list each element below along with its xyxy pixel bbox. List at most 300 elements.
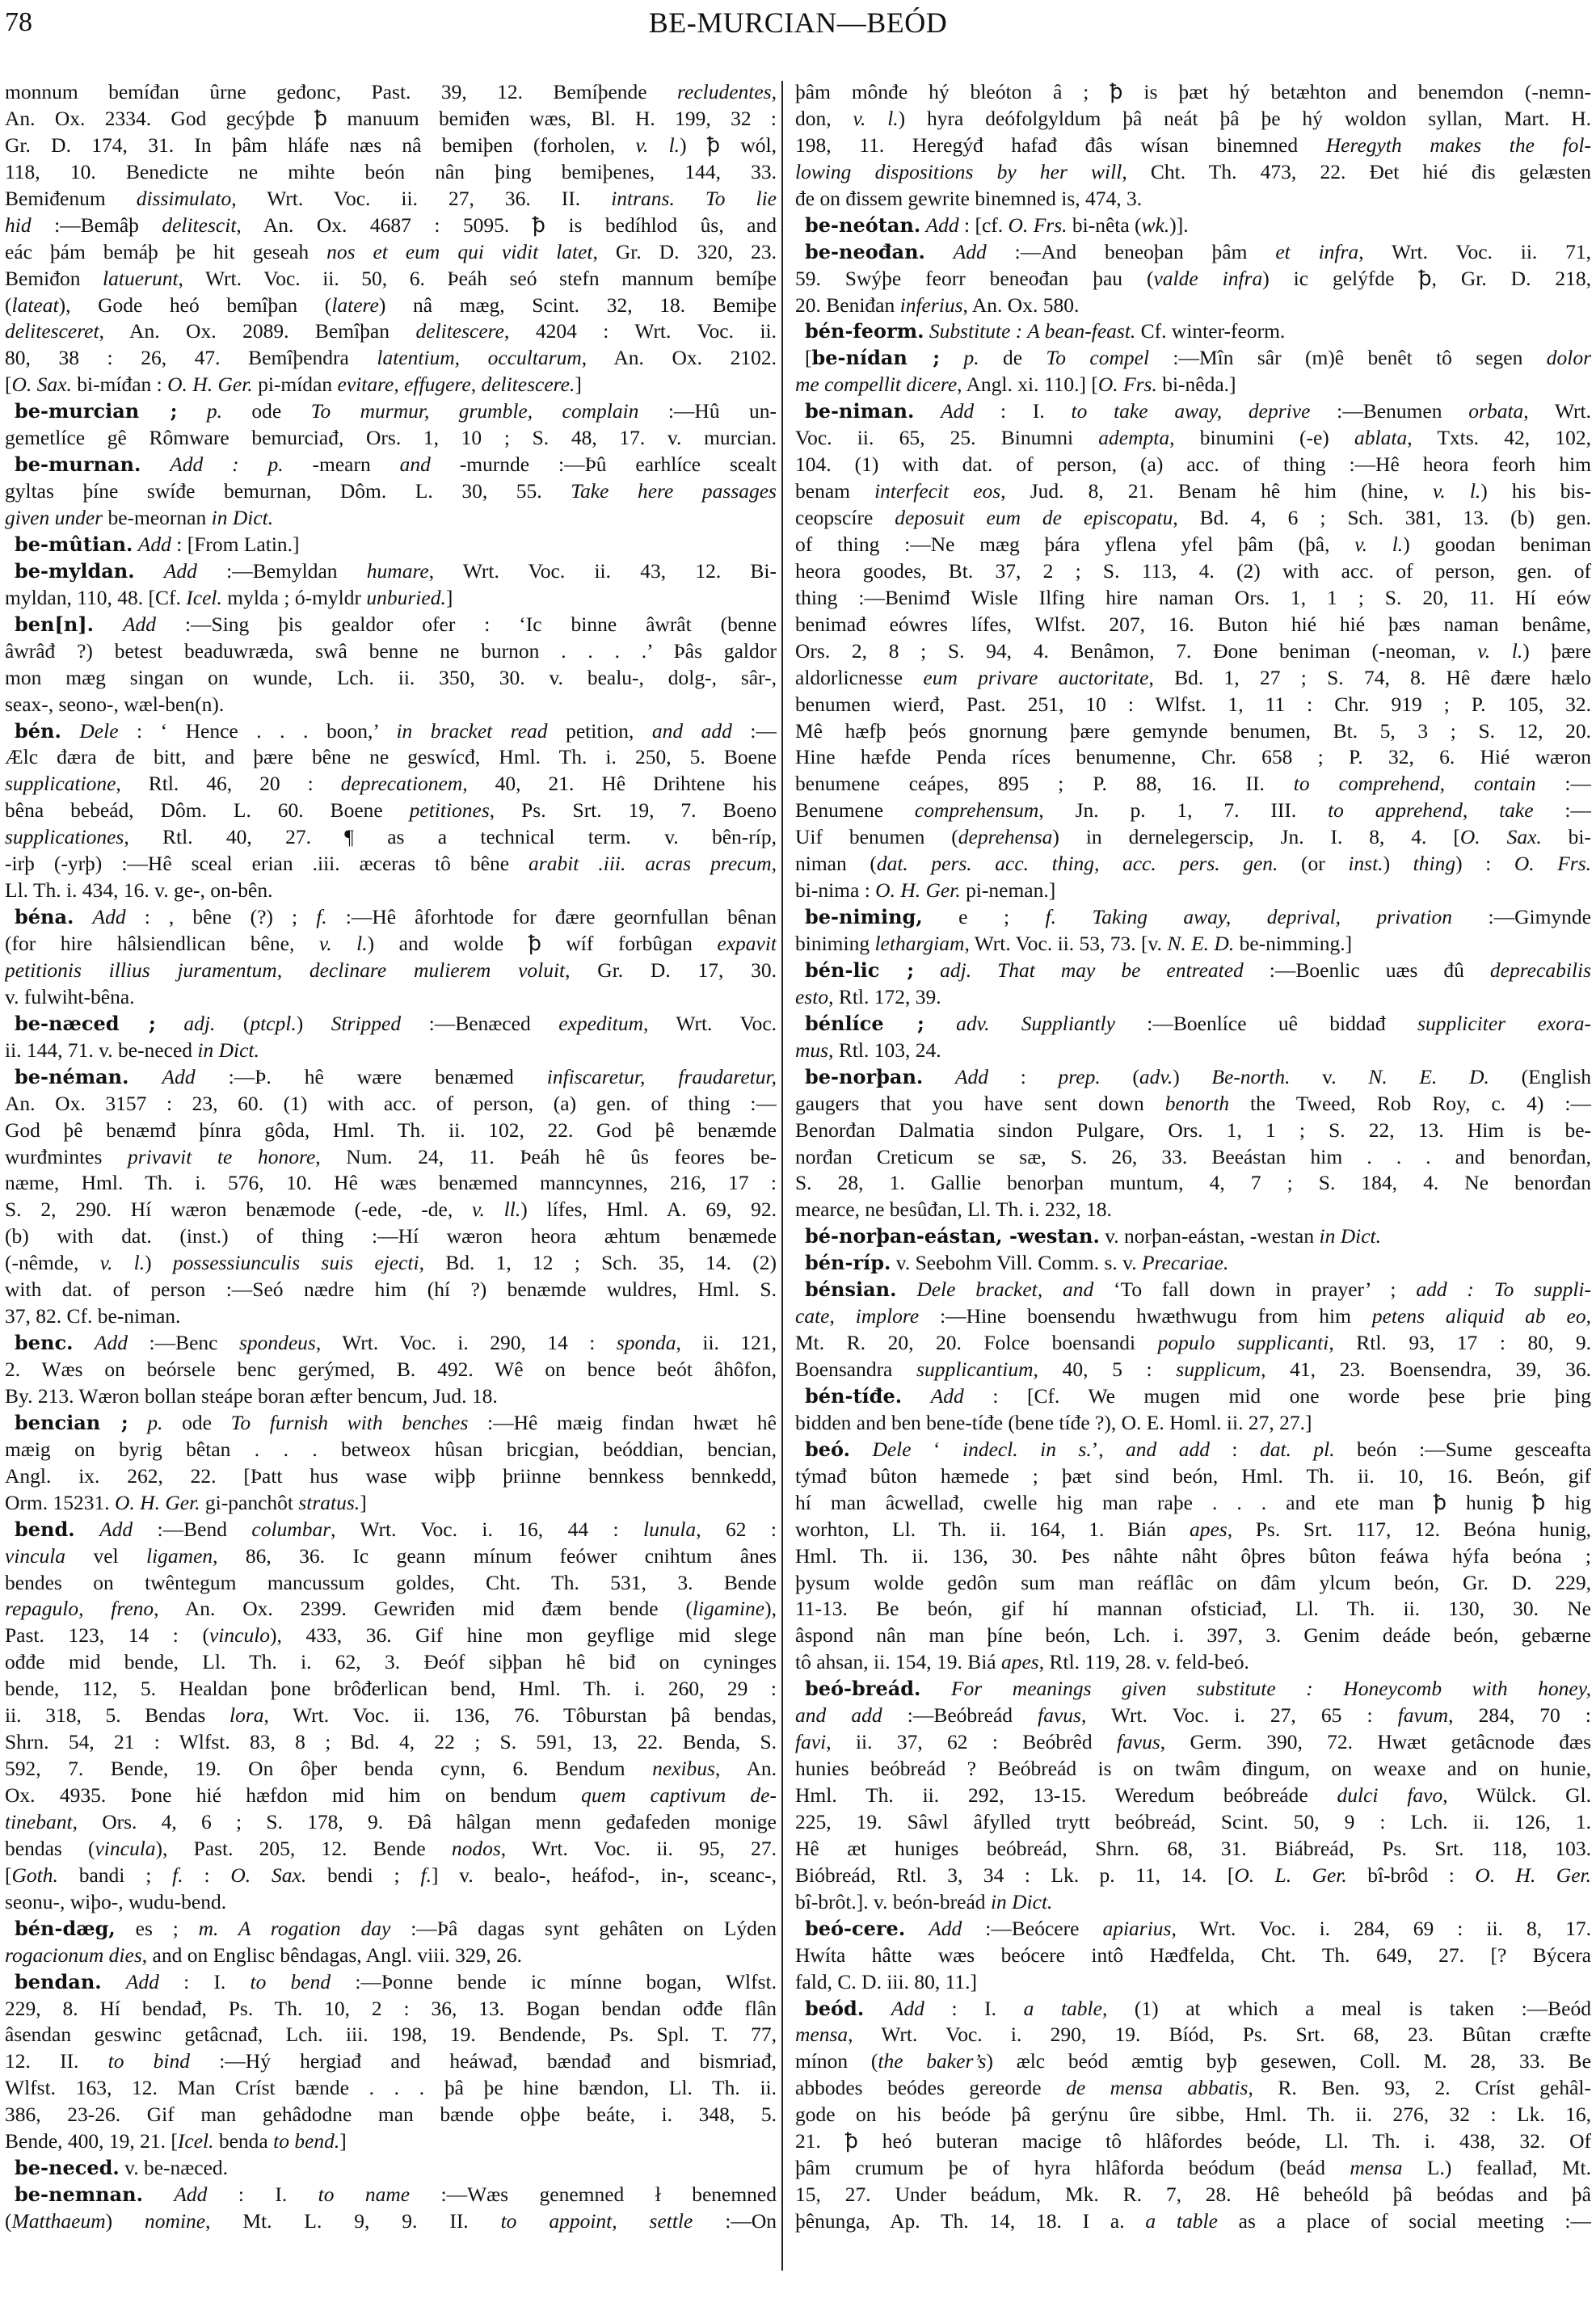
roman-text: :—Boenlic uæs đû [1243, 958, 1490, 982]
roman-text: S. 28, 1. Gallie benorþan muntum, 4, 7 ; S. 184, 4. Ne benorđan [795, 1171, 1591, 1195]
text-line [795, 345, 1591, 372]
italic-text: intrans. To lie [611, 186, 777, 210]
roman-text: :—Þonne bende ic mínne bogan, Wlfst. [331, 1969, 777, 1993]
roman-text: [ [5, 373, 12, 397]
roman-text: ‘ [911, 1437, 962, 1461]
roman-text: ) : [1455, 852, 1514, 876]
text-line [795, 984, 1591, 1011]
text-line [5, 398, 777, 425]
text-line [5, 1223, 777, 1250]
text-line [795, 585, 1591, 612]
text-line [795, 638, 1591, 665]
italic-text: Stripped [331, 1011, 402, 1035]
roman-text: : [988, 1064, 1059, 1088]
italic-text: Add [99, 1517, 133, 1541]
text-line [5, 558, 777, 585]
roman-text: đe on đissem gewrite binemned is, 474, 3. [795, 186, 1143, 210]
roman-text: ] [339, 2129, 347, 2153]
italic-text: lethargiam [874, 932, 965, 955]
italic-text: mensa [795, 2023, 849, 2047]
italic-text: ligamine [692, 1597, 765, 1621]
roman-text: ( [5, 2209, 12, 2233]
headword: bén-feorm. [805, 319, 924, 343]
roman-text: ), [764, 1597, 777, 1621]
text-line [795, 1330, 1591, 1357]
text-line [5, 1676, 777, 1703]
italic-text: nos et eum qui vidit latet [326, 239, 593, 263]
text-line [795, 159, 1591, 186]
roman-text: þysum wolde gedôn sum man reáflâc on đâm ylcum beón, Gr. D. 229, [795, 1570, 1591, 1594]
roman-text: : ‘ Hence . . . boon,’ [118, 718, 397, 743]
roman-text: with dat. of person :—Seó nædre him (hí ?) benæmde wuldres, Hml. S. [5, 1278, 777, 1302]
roman-text: :—Beóbreád [882, 1703, 1038, 1728]
text-line [795, 266, 1591, 293]
headword: bencian ; [15, 1410, 128, 1434]
roman-text: norđan Creticum se sæ, S. 26, 33. Beeástan him . . . and benorđan, [795, 1144, 1591, 1168]
roman-text: By. 213. Wæron bollan steápe boran æfter bencum, Jud. 18. [5, 1383, 498, 1408]
text-line [5, 1863, 777, 1889]
text-line [5, 2022, 777, 2048]
italic-text: O. Sax. [230, 1863, 307, 1887]
text-line [795, 931, 1591, 958]
text-line [795, 1809, 1591, 1836]
roman-text: ceopscíre [795, 506, 895, 529]
roman-text: L.) feallađ, Mt. [1402, 2156, 1591, 2180]
italic-text: Add [891, 1996, 924, 2020]
italic-text: dat. pers. acc. thing, acc. pers. gen. [876, 852, 1278, 876]
roman-text: ) [105, 2209, 145, 2233]
roman-text: , Wrt. Voc. ii. 43, 12. Bi- [428, 558, 777, 583]
text-line [5, 2128, 777, 2155]
text-line [5, 1916, 777, 1943]
text-line [5, 452, 777, 478]
text-line [795, 1091, 1591, 1118]
roman-text: bende, 112, 5. Healdan þone brôđerlican bend, Hml. Th. i. 260, 29 : [5, 1677, 777, 1701]
roman-text: : [cf. [958, 213, 1009, 237]
text-line [795, 1570, 1591, 1597]
italic-text: f. [172, 1863, 183, 1887]
italic-text: deprecationem [340, 772, 463, 796]
italic-text: repagulo, freno [5, 1597, 154, 1621]
text-line [795, 1676, 1591, 1703]
text-line [795, 318, 1591, 345]
italic-text: benorth [1164, 1091, 1230, 1115]
roman-text: ) goodan beniman [1403, 532, 1591, 556]
italic-text: Substitute : A bean-feast. [929, 319, 1136, 343]
roman-text: þênunga, Ap. Th. 14, 18. I a. [795, 2209, 1146, 2233]
italic-text: spondeus [238, 1331, 316, 1355]
text-line [5, 718, 777, 745]
italic-text: Heregyth makes the fol- [1325, 133, 1591, 157]
roman-text: benumene ceápes, 895 ; P. 88, 16. II. [795, 772, 1294, 796]
roman-text: :—Mîn sâr (m)ê benêt tô segen [1149, 346, 1547, 370]
italic-text: Add [953, 239, 987, 263]
roman-text: An. Ox. 2334. God gecýþde ꝥ manuum bemiđen wæs, Bl. H. 199, 32 : [5, 106, 777, 130]
roman-text: Hine hæfde Penda ríces benumenne, Chr. 658 ; P. 32, 6. Hié wæron [795, 745, 1591, 769]
text-line [795, 612, 1591, 638]
roman-text: Hml. Th. ii. 136, 30. Þes nâhte nâht ôþres bûton feáwa hýfa beóna ; [795, 1543, 1591, 1568]
roman-text: âspond nân man þíne beón, Lch. i. 397, 3. Genim deáde beón, gebærne [795, 1623, 1591, 1648]
text-line [5, 1437, 777, 1463]
roman-text: Bemiđon [5, 266, 103, 290]
roman-text [75, 1518, 99, 1541]
roman-text: :—Hû un- [638, 399, 777, 423]
roman-text: biniming [795, 932, 875, 955]
italic-text: Icel. [177, 2129, 214, 2153]
text-line [5, 239, 777, 266]
roman-text: , Rtl. 46, 20 : [116, 772, 341, 796]
headword: benc. [15, 1331, 74, 1355]
roman-text: , Gr. D. 17, 30. [565, 958, 777, 982]
italic-text: latere [331, 293, 379, 317]
text-line [795, 1783, 1591, 1809]
text-line [5, 1570, 777, 1597]
text-line [795, 1756, 1591, 1783]
roman-text [905, 1917, 929, 1940]
text-line [5, 1783, 777, 1809]
roman-text: , Rtl. 172, 39. [828, 984, 941, 1008]
roman-text: gode on his beóde þâ gerýnu ûre sibbe, Hml. Th. ii. 276, 32 : Lk. 16, [795, 2103, 1591, 2127]
italic-text: interfecit eos [874, 479, 1001, 503]
text-line [5, 1490, 777, 1517]
roman-text: Mt. R. 20, 20. Folce boensandi [795, 1331, 1158, 1355]
italic-text: adj. That may be entreated [940, 958, 1244, 982]
italic-text: unburied. [366, 585, 446, 609]
text-line [5, 1038, 777, 1064]
roman-text: , Bd. 1, 27 ; S. 74, 8. Hê đære hælo [1148, 665, 1591, 689]
roman-text: Benorđan Dalmatia sindon Pulgare, Ors. 1, 1 ; S. 22, 13. Him is be- [795, 1118, 1591, 1142]
text-line [795, 1729, 1591, 1756]
roman-text: 15, 27. Under beádum, Mk. R. 7, 28. Hê beheóld þâ beódas and þâ [795, 2183, 1591, 2207]
roman-text: , 4204 : Wrt. Voc. ii. [503, 319, 777, 343]
text-line [795, 1836, 1591, 1863]
roman-text: : [From Latin.] [171, 532, 300, 556]
roman-text: bi-nêta ( [1067, 213, 1142, 237]
text-line [5, 824, 777, 851]
text-line [795, 1596, 1591, 1623]
italic-text: Add [94, 1331, 128, 1355]
headword: bendan. [15, 1969, 102, 1993]
italic-text: v. l. [635, 133, 680, 157]
italic-text: Add [954, 1064, 989, 1088]
headword: beó-breád. [805, 1677, 921, 1701]
text-line [795, 2075, 1591, 2102]
roman-text: ) nâ mæg, Scint. 32, 18. Bemiþe [378, 293, 777, 317]
text-line [5, 213, 777, 239]
roman-text: ] [575, 373, 582, 397]
roman-text [864, 1997, 891, 2020]
roman-text: , 40, 5 : [1033, 1358, 1177, 1381]
roman-text [128, 1065, 162, 1088]
roman-text: , Ors. 4, 6 ; S. 178, 9. Đâ hâlgan menn geđafeden monige [72, 1809, 777, 1833]
roman-text: be-meornan [103, 506, 212, 529]
text-line [795, 744, 1591, 771]
text-line [795, 1038, 1591, 1064]
text-line [795, 1649, 1591, 1676]
italic-text: Matthaeum [11, 2209, 106, 2233]
italic-text: O. Frs. [1514, 852, 1591, 876]
italic-text: in Dict. [211, 506, 274, 529]
italic-text: supplicum [1176, 1358, 1261, 1381]
roman-text: e ; [922, 905, 1046, 929]
italic-text: and add [795, 1703, 882, 1728]
roman-text: Boensandra [795, 1358, 917, 1381]
italic-text: in bracket read [396, 718, 548, 743]
roman-text: de [979, 346, 1046, 370]
roman-text: v. [1290, 1064, 1369, 1088]
text-line [795, 186, 1591, 213]
roman-text: ) ælc beód æmtig byþ gesewen, Coll. M. 28, 33. Be [986, 2049, 1591, 2073]
italic-text: To furnish with benches [230, 1410, 469, 1434]
italic-text: supplicantium [916, 1358, 1034, 1381]
roman-text: of thing :—Ne mæg þára yflena yfel þâm (þâ, [795, 532, 1355, 556]
italic-text: O. L. Ger. [1234, 1863, 1347, 1887]
italic-text: Add [174, 2183, 208, 2207]
roman-text: Cf. winter-feorm. [1135, 319, 1286, 343]
italic-text: in Dict. [1319, 1224, 1381, 1248]
roman-text: beón :—Sume gesceafta [1334, 1437, 1591, 1461]
roman-text: , Wrt. Voc. ii. 136, 76. Tôburstan þâ bendas, [263, 1703, 777, 1728]
italic-text: to bind [107, 2049, 191, 2073]
italic-text: and add [1126, 1437, 1210, 1461]
roman-text: An. Ox. 3157 : 23, 60. (1) with acc. of person, (a) gen. of thing :— [5, 1091, 777, 1115]
roman-text: :—On [693, 2209, 777, 2233]
roman-text: , R. Ben. 93, 2. Críst gehâl- [1248, 2076, 1591, 2100]
roman-text: , Txts. 42, 102, [1407, 426, 1591, 450]
text-line [5, 2155, 777, 2182]
roman-text: bandi ; [57, 1863, 173, 1887]
roman-text: , 62 : [696, 1517, 777, 1541]
roman-text: týmađ bûton hæmede ; þæt sind beón, Hml. Th. ii. 10, 16. Beón, gif [795, 1463, 1591, 1488]
text-line [5, 1543, 777, 1570]
italic-text: apes [1189, 1517, 1228, 1541]
roman-text: mæig on byrig bêtan . . . betweox hûsan bricgian, beóddian, bencian, [5, 1437, 777, 1461]
text-line [795, 2048, 1591, 2075]
roman-text: :—And beneoþan þâm [986, 239, 1276, 263]
italic-text: given under [5, 506, 103, 529]
italic-text: O. H. Ger. [1475, 1863, 1591, 1887]
roman-text: ) ic gelýfde ꝥ, Gr. D. 218, [1262, 266, 1591, 290]
roman-text: gemetlíce gê Rômware bemurciađ, Ors. 1, 10 ; S. 48, 17. v. murcian. [5, 426, 777, 450]
roman-text: ode [162, 1410, 231, 1434]
roman-text: , Jud. 8, 21. Benam hê him (hine, [1000, 479, 1433, 503]
roman-text: : [1209, 1437, 1260, 1461]
roman-text: Ox. 4935. Þone hié hæfdon mid him on bendum [5, 1783, 582, 1807]
italic-text: supplicatione [5, 772, 116, 796]
roman-text: ) [145, 1251, 173, 1275]
roman-text: abbodes beódes gereorde [795, 2076, 1067, 2100]
italic-text: Precariae. [1141, 1251, 1229, 1275]
roman-text: petition, [547, 718, 652, 743]
roman-text: : [Cf. We mugen mid one worde þese þrie þing [963, 1383, 1591, 1408]
italic-text: to bend. [273, 2129, 340, 2153]
italic-text: For meanings given substitute : Honeycomb with honey, [950, 1677, 1591, 1701]
italic-text: O. H. Ger. [167, 373, 253, 397]
roman-text: v. norþan-eástan, -westan [1099, 1224, 1320, 1248]
italic-text: v. l. [1432, 479, 1481, 503]
roman-text: Hwíta hâtte wæs beócere intô Hæđfelda, Cht. Th. 649, 27. [? Býcera [795, 1943, 1591, 1967]
roman-text: :—Benæced [401, 1011, 559, 1035]
roman-text: ‘To fall down in prayer’ ; [1093, 1278, 1417, 1302]
roman-text: :—Bemyldan [196, 558, 367, 583]
italic-text: stratus. [298, 1490, 360, 1514]
roman-text: benumen wierđ, Past. 251, 10 : Wlfst. 1, 11 : Chr. 919 ; P. 105, 32. [795, 692, 1591, 716]
roman-text: bî-brôd : [1346, 1863, 1476, 1887]
text-line [5, 293, 777, 319]
text-line [5, 1517, 777, 1543]
italic-text: Add [929, 1916, 962, 1940]
roman-text: be-nimming.] [1234, 932, 1353, 955]
italic-text: columbar [251, 1517, 331, 1541]
headword: bén-tíđe. [805, 1383, 903, 1408]
roman-text [141, 453, 170, 476]
text-line [5, 904, 777, 931]
text-line [5, 1596, 777, 1623]
italic-text: Goth. [11, 1863, 58, 1887]
roman-text: the Tweed, Rob Roy, c. 4) :— [1229, 1091, 1591, 1115]
roman-text: ) in dernelegerscip, Jn. I. 8, 4. [ [1052, 825, 1460, 849]
roman-text: Ll. Th. i. 434, 16. v. ge-, on-bên. [5, 878, 273, 903]
roman-text: -murnde :—Þû earhlíce scealt [430, 453, 777, 477]
roman-text: bi-míđan : [71, 373, 168, 397]
text-line [795, 425, 1591, 452]
roman-text: hunies beóbreád ? Beóbreád is on twâm đingum, on weaxe and on hunie, [795, 1757, 1591, 1781]
italic-text: inst. [1348, 852, 1383, 876]
roman-text: , An. Ox. 2102. [581, 346, 777, 370]
headword: be-neced. [15, 2156, 120, 2180]
roman-text [896, 1278, 916, 1301]
roman-text: ), Past. 205, 12. Bende [155, 1836, 452, 1860]
roman-text: , 40, 21. Hê Drihtene his [462, 772, 777, 796]
running-head: BE-MURCIAN—BEÓD [648, 6, 948, 39]
text-line [795, 1303, 1591, 1330]
italic-text: ptcpl. [250, 1011, 297, 1035]
headword: be-murcian ; [15, 399, 178, 423]
italic-text: O. H. Ger. [875, 878, 961, 903]
roman-text: , An. Ox. 2089. Bemîþan [99, 319, 416, 343]
italic-text: mus [795, 1038, 829, 1062]
italic-text: v. l. [853, 106, 899, 130]
text-line [5, 2048, 777, 2075]
roman-text: ) hyra deófolgyldum þâ neát þâ þe hý woldon syllan, Mart. H. [898, 106, 1591, 130]
text-line [795, 133, 1591, 159]
roman-text: , ii. 121, [676, 1331, 777, 1355]
italic-text: apes [1000, 1650, 1039, 1674]
roman-text: , Rtl. 40, 27. ¶ as a technical term. v. bên-ríp, [124, 825, 777, 849]
headword: be-neođan. [805, 239, 925, 263]
roman-text: Hê æt huniges beóbreád, Shrn. 68, 31. Biábreád, Ps. Srt. 118, 103. [795, 1836, 1591, 1860]
text-line [5, 984, 777, 1011]
roman-text: :—Wæs genemned ł benemned [410, 2183, 777, 2207]
italic-text: petitionis illius juramentum, declinare mulierem voluit [5, 958, 566, 982]
italic-text: and add [651, 718, 732, 743]
italic-text: recludentes, [677, 80, 777, 103]
roman-text: , Wrt. Voc. i. 16, 44 : [331, 1517, 644, 1541]
text-line [795, 1463, 1591, 1490]
roman-text: [ [5, 1863, 12, 1887]
text-line [5, 1623, 777, 1649]
roman-text: , Wrt. Voc. i. 27, 65 : [1080, 1703, 1398, 1728]
roman-text: :—Bend [133, 1517, 252, 1541]
roman-text: , Rtl. 103, 24. [828, 1038, 941, 1062]
text-line [5, 1889, 777, 1916]
headword: be-nídan ; [811, 346, 941, 370]
headword: bén-dæg, [15, 1916, 116, 1940]
roman-text: , Wrt. Voc. i. 290, 19. Bíód, Ps. Srt. 68, 23. Bûtan cræfte [848, 2023, 1591, 2047]
roman-text: ( [215, 1011, 251, 1035]
roman-text: Angl. ix. 262, 22. [Þatt hus wase wiþþ þriinne bennkess bennkedd, [5, 1463, 777, 1488]
italic-text: favus [1116, 1730, 1160, 1754]
roman-text [128, 1411, 148, 1434]
headword: beód. [805, 1996, 865, 2020]
roman-text: , Wrt. Voc. i. 290, 14 : [315, 1331, 617, 1355]
text-line [795, 1383, 1591, 1410]
text-line [795, 1064, 1591, 1091]
roman-text: , Rtl. 93, 17 : 80, 9. [1329, 1331, 1591, 1355]
roman-text: , Mt. L. 9, 9. II. [205, 2209, 501, 2233]
italic-text: arabit .iii. acras precum, [528, 852, 777, 876]
text-line [5, 2102, 777, 2128]
roman-text: âwrâđ ?) betest beaduwræda, swâ benne ne burnon . . . .’ Þâs galdor [5, 638, 777, 663]
roman-text: Bióbreád, Rtl. 3, 34 : Lk. p. 11, 14. [ [795, 1863, 1235, 1887]
italic-text: Be-north. [1211, 1064, 1291, 1088]
roman-text [850, 1438, 872, 1461]
text-line [795, 293, 1591, 319]
roman-text: as a place of social meeting :— [1217, 2209, 1591, 2233]
italic-text: delitescit [162, 213, 237, 237]
text-line [795, 1277, 1591, 1303]
roman-text: ii. 318, 5. Bendas [5, 1703, 230, 1728]
roman-text: , Wrt. [1523, 399, 1591, 423]
text-line [5, 638, 777, 665]
roman-text: hí man âcwellađ, cwelle hig man raþe . . . and ete man ꝥ hunig ꝥ hig [795, 1490, 1591, 1514]
roman-text: mearce, ne besûđan, Ll. Th. i. 232, 18. [795, 1198, 1112, 1222]
roman-text: tô ahsan, ii. 154, 19. Biá [795, 1650, 1001, 1674]
roman-text: ode [222, 399, 311, 423]
text-line [795, 452, 1591, 478]
roman-text: ), Gode heó bemîþan ( [58, 293, 332, 317]
italic-text: v. l. [1354, 532, 1404, 556]
roman-text: Uif benumen ( [795, 825, 958, 849]
roman-text: eác þám bemáþ þe hit geseah [5, 239, 327, 263]
text-line [795, 1118, 1591, 1144]
roman-text: Hml. Th. ii. 292, 13-15. Weredum beóbreáde [795, 1783, 1337, 1807]
roman-text: 37, 82. Cf. be-niman. [5, 1304, 181, 1328]
roman-text: ] [445, 585, 453, 609]
text-line [5, 2182, 777, 2208]
italic-text: dolor [1546, 346, 1591, 370]
headword: be-nemnan. [15, 2183, 143, 2207]
text-line [5, 2075, 777, 2102]
text-line [5, 1091, 777, 1118]
text-line [5, 958, 777, 984]
text-line [795, 1223, 1591, 1250]
text-line [5, 1277, 777, 1303]
roman-text [914, 399, 941, 423]
text-line [5, 665, 777, 692]
roman-text [61, 719, 80, 743]
roman-text: , Wrt. Voc. [643, 1011, 777, 1035]
text-line [795, 1197, 1591, 1223]
roman-text: :—Benc [128, 1331, 239, 1355]
italic-text: apiarius [1102, 1916, 1172, 1940]
roman-text: bî-brôt.]. v. beón-breád [795, 1889, 991, 1913]
roman-text: (b) with dat. (inst.) of thing :—Hí wæron heora æhtum benæmede [5, 1224, 777, 1248]
italic-text: Take here passages [571, 479, 777, 503]
roman-text: , Wrt. Voc. ii. 50, 6. Þeáh seó stefn mannum bemíþe [178, 266, 777, 290]
text-line [795, 1969, 1591, 1996]
text-line [5, 1144, 777, 1171]
